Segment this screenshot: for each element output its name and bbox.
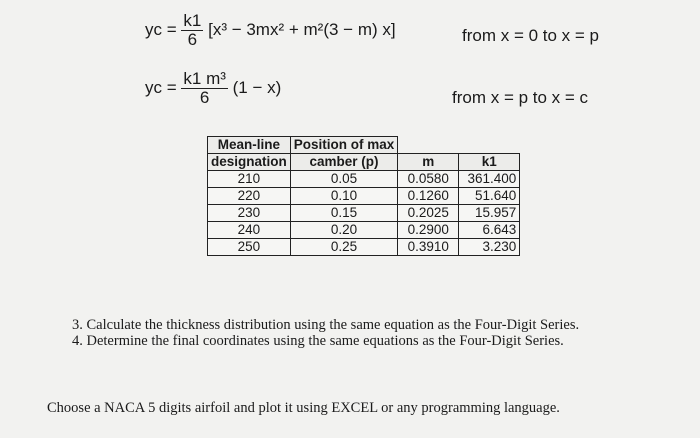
camber-equation-rear: [145, 70, 281, 107]
table-row: 220 0.10 0.1260 51.640: [208, 188, 520, 205]
step-4: 4. Determine the final coordinates using the same equations as the Four-Digit Series.: [72, 333, 564, 349]
table-row: 240 0.20 0.2900 6.643: [208, 222, 520, 239]
naca-mean-line-table: [207, 136, 520, 256]
header-mean-line: Mean-line: [208, 137, 291, 154]
header-position: Position of max: [290, 137, 398, 154]
step-3: 3. Calculate the thickness distribution using the same equation as the Four-Digit Series.: [72, 317, 580, 333]
eq2-numerator: k1 m³: [183, 69, 226, 88]
eq1-numerator: k1: [183, 11, 202, 30]
assignment-note: Choose a NACA 5 digits airfoil and plot it using EXCEL or any programming language.: [47, 400, 560, 416]
eq1-lhs: yc =: [145, 19, 177, 39]
header-k1: k1: [459, 154, 520, 171]
eq1-denominator: 6: [187, 30, 198, 49]
table-row: 230 0.15 0.2025 15.957: [208, 205, 520, 222]
eq1-rhs: [x³ − 3mx² + m²(3 − m) x]: [208, 19, 396, 39]
header-designation: designation: [208, 154, 291, 171]
header-camber: camber (p): [290, 154, 398, 171]
eq2-range: from x = p to x = c: [452, 88, 589, 107]
table-row: 210 0.05 0.0580 361.400: [208, 171, 520, 188]
eq1-range: from x = 0 to x = p: [462, 26, 600, 45]
header-m: m: [398, 154, 459, 171]
instruction-steps: [72, 317, 579, 349]
eq2-rhs: (1 − x): [232, 77, 282, 97]
eq1-fraction: [181, 12, 203, 49]
table-row: 250 0.25 0.3910 3.230: [208, 239, 520, 256]
eq2-denominator: 6: [199, 88, 210, 107]
eq2-fraction: [181, 70, 228, 107]
eq2-lhs: yc =: [145, 77, 177, 97]
camber-equation-front: [145, 12, 396, 49]
